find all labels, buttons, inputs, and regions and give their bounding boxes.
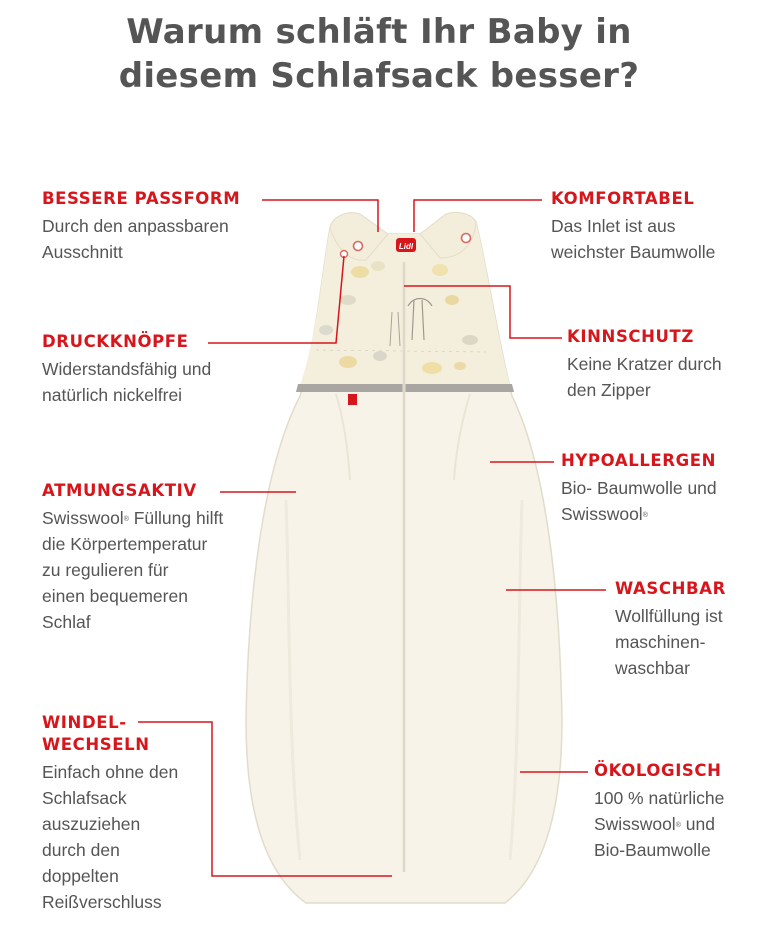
feature-title: DRUCKKNÖPFE <box>42 332 189 351</box>
feature-oekologisch <box>594 760 724 863</box>
trademark-symbol: ® <box>675 822 681 829</box>
leader-druckknoepfe <box>208 256 344 343</box>
feature-title: KINNSCHUTZ <box>567 327 694 346</box>
feature-description: Bio- Baumwolle und Swisswool® <box>561 478 717 524</box>
feature-description: Das Inlet ist aus weichster Baumwolle <box>551 216 716 262</box>
feature-title: BESSERE PASSFORM <box>42 189 241 208</box>
feature-description: Durch den anpassbaren Ausschnitt <box>42 216 229 262</box>
feature-windelwechseln <box>42 712 178 915</box>
trademark-symbol: ® <box>123 516 129 523</box>
feature-title: HYPOALLERGEN <box>561 451 717 470</box>
feature-passform <box>42 188 240 265</box>
feature-title-line-2: WECHSELN <box>42 735 150 754</box>
leader-passform <box>262 200 378 232</box>
feature-description: Einfach ohne den Schlafsack auszuziehen durch den doppelten Reißverschluss <box>42 762 179 912</box>
feature-hypoallergen <box>561 450 717 527</box>
feature-title: ÖKOLOGISCH <box>594 761 722 780</box>
feature-title: KOMFORTABEL <box>551 189 695 208</box>
feature-title-line-1: WINDEL- <box>42 713 127 732</box>
feature-atmungsaktiv <box>42 480 223 635</box>
feature-description: Swisswool® Füllung hilft die Körpertemperatur zu regulieren für einen bequemeren Schlaf <box>42 508 224 632</box>
brand-tag-text: Lidl <box>398 242 414 251</box>
leader-komfortabel <box>414 200 542 232</box>
feature-title: ATMUNGSAKTIV <box>42 481 197 500</box>
feature-komfortabel <box>551 188 715 265</box>
feature-waschbar <box>615 578 726 681</box>
title-line-2: diesem Schlafsack besser? <box>118 56 640 96</box>
title-line-1: Warum schläft Ihr Baby in <box>126 12 632 52</box>
leader-kinnschutz <box>404 286 562 338</box>
feature-description: 100 % natürliche Swisswool® und Bio-Baumwolle <box>594 788 725 860</box>
feature-description: Wollfüllung ist maschinen- waschbar <box>615 606 723 678</box>
feature-description: Keine Kratzer durch den Zipper <box>567 354 722 400</box>
feature-druckknoepfe <box>42 331 211 408</box>
feature-title: WASCHBAR <box>615 579 726 598</box>
feature-description: Widerstandsfähig und natürlich nickelfrei <box>42 359 212 405</box>
trademark-symbol: ® <box>642 512 648 519</box>
feature-kinnschutz <box>567 326 722 403</box>
